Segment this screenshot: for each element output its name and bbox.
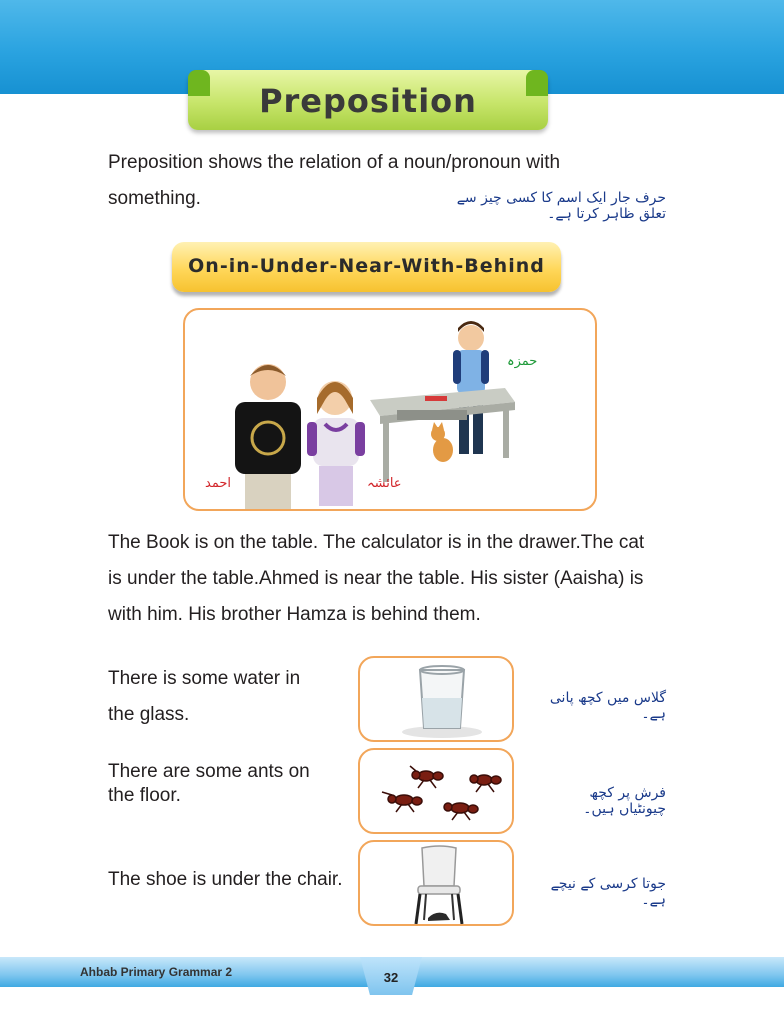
book-title: Ahbab Primary Grammar 2 [80, 965, 233, 979]
story-line-2: is under the table.Ahmed is near the table. His sister (Aaisha) is [108, 568, 644, 589]
example-3-urdu: جوتا کرسی کے نیچے ہے۔ [550, 876, 666, 908]
example-2-urdu: فرش پر کچھ چیونٹیاں ہیں۔ [583, 785, 666, 817]
story-line-3: with him. His brother Hamza is behind them. [108, 604, 481, 625]
example-3-frame [358, 840, 514, 926]
label-hamza: حمزہ [507, 354, 538, 369]
illustration-frame [183, 308, 597, 511]
example-2-line-1: There are some ants on [108, 761, 310, 782]
section-tab [172, 242, 561, 292]
intro-urdu: حرف جار ایک اسم کا کسی چیز سے تعلق ظاہر کرتا ہے۔ [456, 190, 666, 222]
example-1-frame [358, 656, 514, 742]
example-3-line-1: The shoe is under the chair. [108, 869, 343, 890]
glass-of-water-icon [360, 658, 514, 742]
example-2-line-2: the floor. [108, 785, 181, 806]
page-number: 32 [383, 970, 399, 985]
example-2-frame [358, 748, 514, 834]
ants-icon [360, 750, 514, 834]
section-title: On-in-Under-Near-With-Behind [188, 255, 545, 277]
example-1-line-2: the glass. [108, 704, 190, 725]
intro-line-2: something. [108, 188, 201, 209]
example-1-line-1: There is some water in [108, 668, 301, 689]
label-aisha: عائشہ [367, 476, 402, 491]
example-1-urdu: گلاس میں کچھ پانی ہے۔ [549, 690, 666, 722]
hamza-figure [453, 321, 489, 454]
label-ahmed: احمد [205, 476, 231, 491]
title-tab [188, 70, 548, 130]
page-title: Preposition [259, 82, 477, 120]
aisha-figure [307, 381, 365, 506]
chair-and-shoe-icon [360, 842, 514, 926]
cat-figure [431, 422, 453, 462]
story-line-1: The Book is on the table. The calculator is in the drawer.The cat [108, 532, 645, 553]
intro-line-1: Preposition shows the relation of a noun/pronoun with [108, 152, 561, 173]
ahmed-figure [235, 364, 301, 510]
